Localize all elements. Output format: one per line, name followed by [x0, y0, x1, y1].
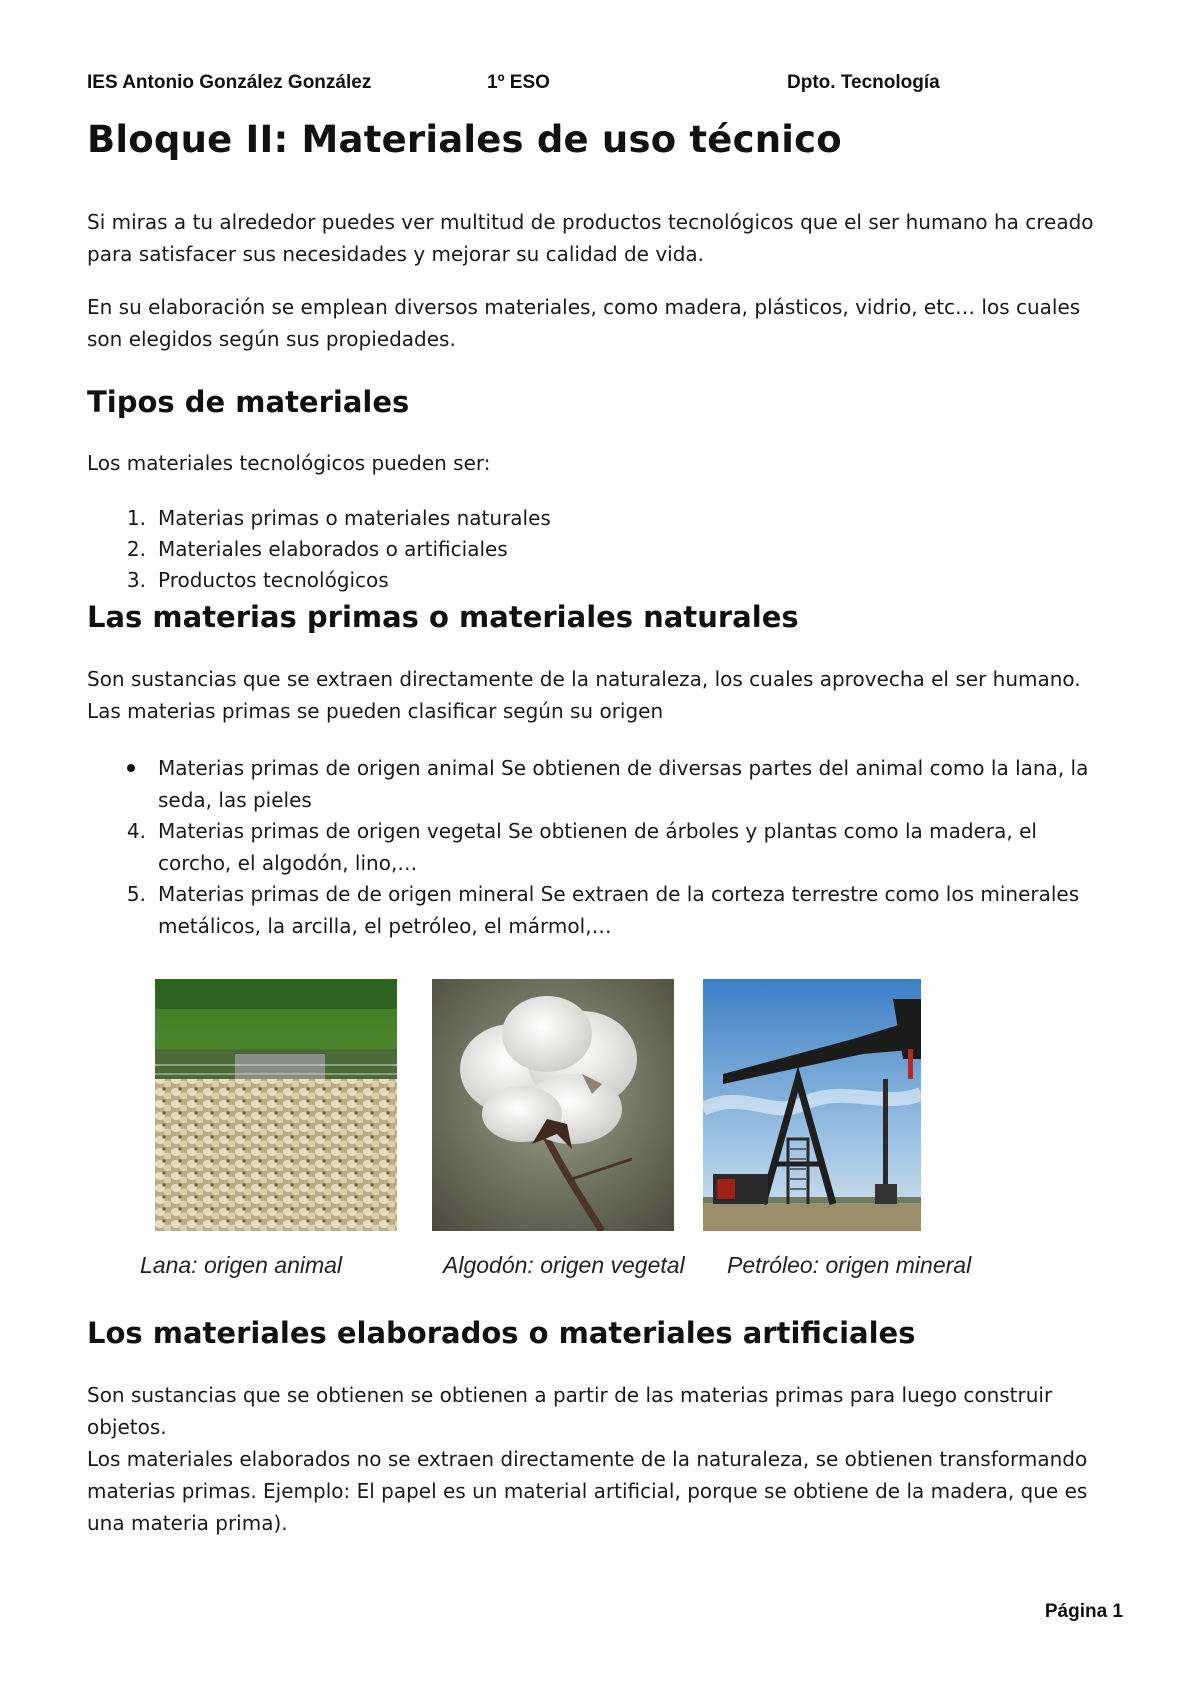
bullet-icon [127, 764, 135, 772]
oil-pumpjack-icon [703, 979, 921, 1231]
list-number: 3. [126, 568, 146, 592]
caption-mineral: Petróleo: origen mineral [727, 1252, 972, 1278]
intro-paragraph-2: En su elaboración se emplean diversos materiales, como madera, plásticos, vidrio, etc… los cuales son elegidos según sus propiedades. [87, 295, 1081, 351]
types-lead: Los materiales tecnológicos pueden ser: [87, 451, 491, 475]
list-number: 4. [126, 819, 146, 843]
page-header [87, 72, 1127, 96]
header-department: Dpto. Tecnología [787, 72, 940, 93]
document-page: IES Antonio González González 1º ESO Dpto. Tecnología Bloque II: Materiales de uso técnico Si miras a tu alrededor puedes ver multitud de productos tecnológicos que el ser humano ha creado para satisfacer sus necesidades y mejorar su calidad de vida. En su elaboración se emplean diversos materiales, como madera, plásticos, vidrio, etc… los cuales son elegidos según sus propiedades. Tipos de materiales Los materiales tecnológicos pueden ser: 1. Materias primas o materiales naturales 2. Materiales elaborados o artificiales 3. Productos tecnológicos Las materias primas o materiales naturales Son sustancias que se extraen directamente de la naturaleza, los cuales aprovecha el ser humano. Las materias primas se pueden clasificar según su origen Materias primas de origen animal Se obtienen de diversas partes del animal como la lana, la seda, las pieles 4. Materias primas de origen vegetal Se obtienen de árboles y plantas como la madera, el corcho, el algodón, lino,… 5. Materias primas de de origen mineral Se extraen de la corteza terrestre como los minerales metálicos, la arcilla, el petróleo, el mármol,… Lana: origen animal Algodón: origen vegetal Petróleo: origen mineral Los materiales elaborados o materiales artificiales Son sustancias que se obtienen se obtienen a partir de las materias primas para luego construir objetos. Los materiales elaborados no se extraen directamente de la naturaleza, se obtienen transformando materias primas. Ejemplo: El papel es un material artificial, porque se obtiene de la madera, que es una materia prima). Página 1 [0, 0, 1200, 1698]
section-heading-raw-materials: Las materias primas o materiales naturales [87, 600, 799, 634]
section-heading-artificial-materials: Los materiales elaborados o materiales artificiales [87, 1316, 916, 1350]
sheep-flock-photo [155, 979, 397, 1231]
intro-paragraph-1: Si miras a tu alrededor puedes ver multitud de productos tecnológicos que el ser humano ha creado para satisfacer sus necesidades y mejorar su calidad de vida. [87, 210, 1094, 266]
list-number: 1. [126, 506, 146, 530]
sheep-flock-icon [155, 979, 397, 1231]
header-school: IES Antonio González González [87, 72, 372, 93]
section-heading-types: Tipos de materiales [87, 385, 410, 419]
cotton-boll-icon [432, 979, 674, 1231]
caption-vegetal: Algodón: origen vegetal [443, 1252, 685, 1278]
raw-materials-intro: Son sustancias que se extraen directamente de la naturaleza, los cuales aprovecha el ser humano. Las materias primas se pueden clasificar según su origen [87, 667, 1081, 723]
page-number: Página 1 [1044, 1601, 1123, 1622]
list-number: 2. [126, 537, 146, 561]
header-course: 1º ESO [487, 72, 550, 93]
list-number: 5. [126, 882, 146, 906]
cotton-boll-photo [432, 979, 674, 1231]
oil-pumpjack-photo [703, 979, 921, 1231]
document-title: Bloque II: Materiales de uso técnico [87, 118, 842, 161]
caption-animal: Lana: origen animal [140, 1252, 343, 1278]
artificial-materials-paragraph: Son sustancias que se obtienen se obtienen a partir de las materias primas para luego construir objetos. Los materiales elaborados no se extraen directamente de la naturaleza, se obtienen transformando materias primas. Ejemplo: El papel es un material artificial, porque se obtiene de la madera, que es una materia prima). [87, 1383, 1088, 1535]
